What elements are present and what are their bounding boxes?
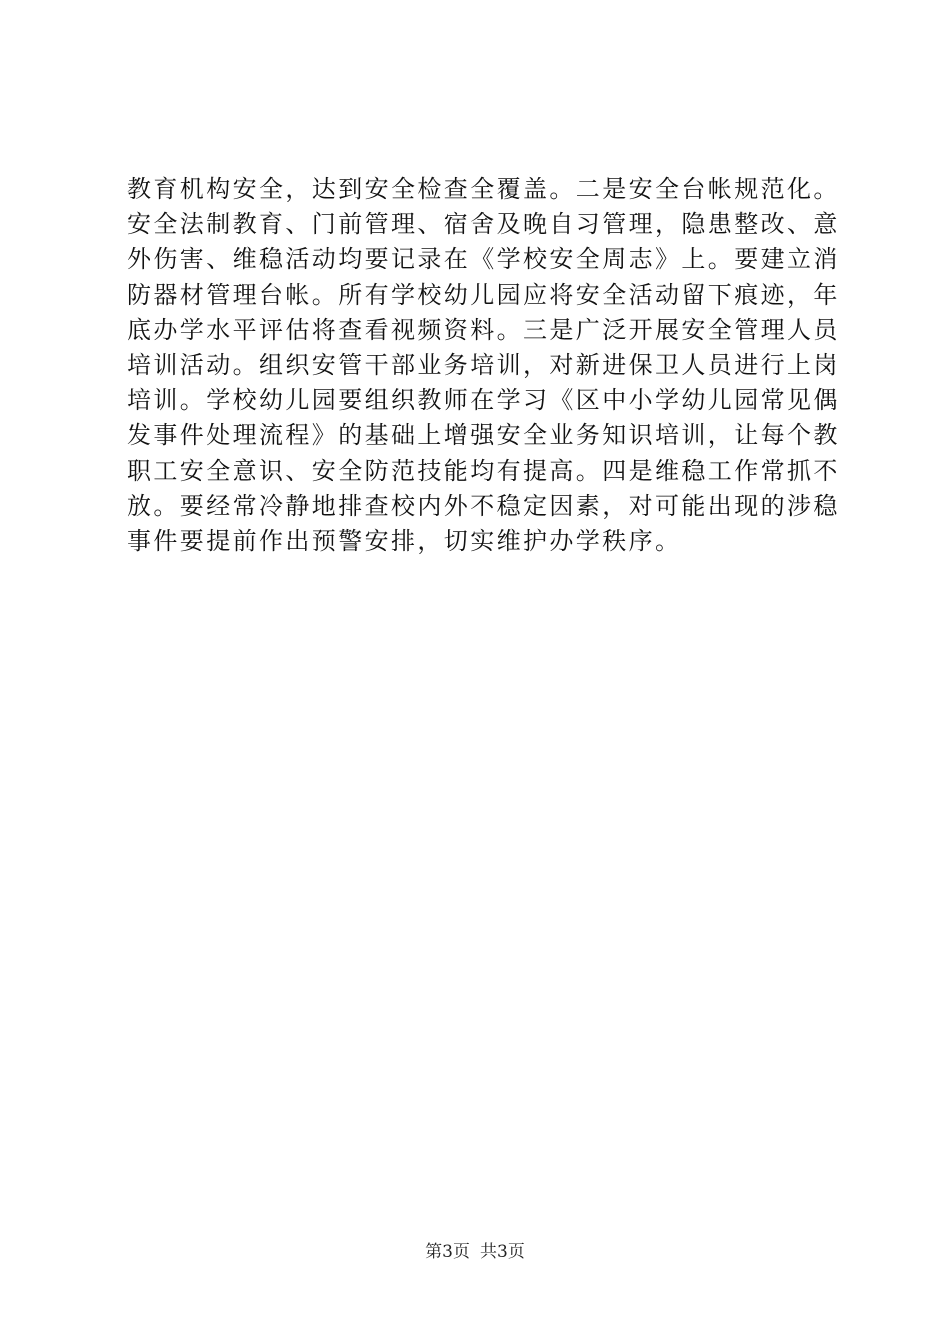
text-line: 安全法制教育、门前管理、宿舍及晚自习管理，隐患整改、意 — [127, 210, 840, 239]
text-line: 外伤害、维稳活动均要记录在《学校安全周志》上。要建立消 — [127, 245, 840, 274]
page-number: 第3页 — [425, 1242, 470, 1262]
page-total: 共3页 — [480, 1242, 525, 1262]
text-line: 培训。学校幼儿园要组织教师在学习《区中小学幼儿园常见偶 — [127, 386, 840, 415]
text-line: 教育机构安全，达到安全检查全覆盖。二是安全台帐规范化。 — [127, 175, 840, 203]
text-line: 放。要经常冷静地排查校内外不稳定因素，对可能出现的涉稳 — [127, 491, 840, 520]
body-paragraph — [127, 172, 840, 559]
text-line: 底办学水平评估将查看视频资料。三是广泛开展安全管理人员 — [127, 315, 840, 344]
page-footer — [0, 1240, 950, 1264]
text-line: 发事件处理流程》的基础上增强安全业务知识培训，让每个教 — [127, 421, 840, 450]
text-line: 培训活动。组织安管干部业务培训，对新进保卫人员进行上岗 — [127, 350, 840, 379]
text-line: 事件要提前作出预警安排，切实维护办学秩序。 — [127, 526, 682, 555]
text-line: 职工安全意识、安全防范技能均有提高。四是维稳工作常抓不 — [127, 456, 840, 485]
text-line: 防器材管理台帐。所有学校幼儿园应将安全活动留下痕迹，年 — [127, 280, 840, 309]
